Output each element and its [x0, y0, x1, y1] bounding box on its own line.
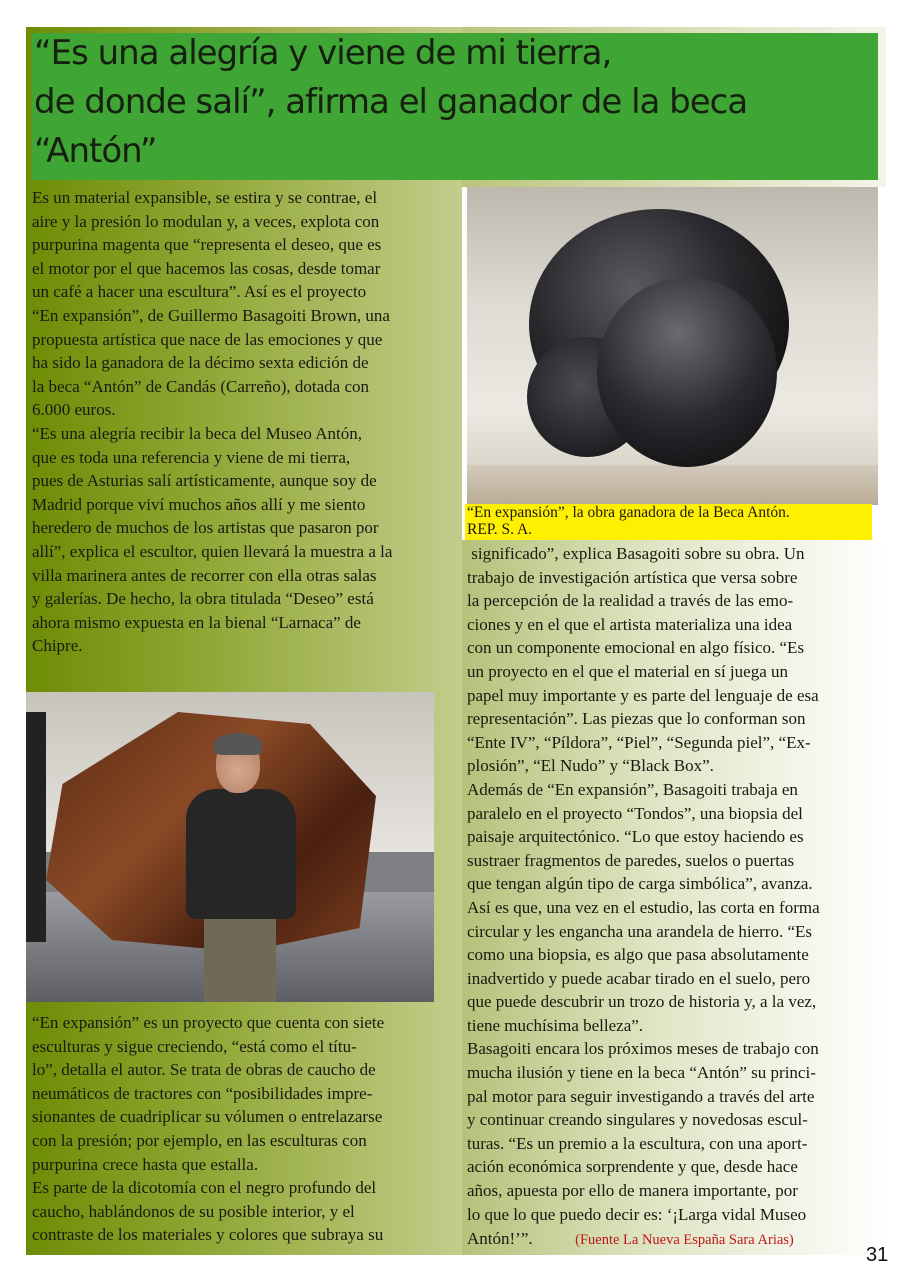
artist-figure: [186, 737, 296, 1002]
source-credit: (Fuente La Nueva España Sara Arias): [575, 1232, 794, 1248]
artist-legs: [204, 915, 276, 1002]
sculpture-photo: [467, 187, 878, 505]
artist-photo: [26, 692, 434, 1002]
sculpture-shape: [597, 277, 777, 467]
article-paragraph-intro: Es un material expansible, se estira y se contrae, el aire y la presión lo modulan y, a veces, explota con purpurina magenta que “representa el deseo, que es el motor por el que hacemos las cosas, desde tomar un café a hacer una escultura”. Así es el proyecto “En expansión”, de Guillermo Basagoiti Brown, una propuesta artística que nace de las emociones y que ha sido la ganadora de la décimo sexta edición de la beca “Antón” de Candás (Carreño), dotada con 6.000 euros. “Es una alegría recibir la beca del Museo Antón, que es toda una referencia y viene de mi tierra, pues de Asturias salí artísticamente, aunque soy de Madrid porque viví muchos años allí y me siento heredero de muchos de los artistas que pasaron por allí”, explica el escultor, quien llevará la muestra a la villa marinera antes de recorrer con ella otras salas y galerías. De hecho, la obra titulada “Deseo” está ahora mismo expuesta en la bienal “Larnaca” de Chipre.: [32, 188, 393, 656]
headline-box: [32, 33, 878, 180]
photo-caption: “En expansión”, la obra ganadora de la Beca Antón. REP. S. A.: [465, 504, 872, 540]
article-paragraph-left-bottom: “En expansión” es un proyecto que cuenta con siete esculturas y sigue creciendo, “está como el títu- lo”, detalla el autor. Se trata de obras de caucho de neumáticos de tractores con “posibilidades impre- sionantes de cuadriplicar su vólumen o entrelazarse con la presión; por ejemplo, en las esculturas con purpurina crece hasta que estalla. Es parte de la dicotomía con el negro profundo del caucho, hablándonos de su posible interior, y el contraste de los materiales y colores que subraya su: [32, 1013, 385, 1245]
photo-door: [26, 712, 46, 942]
closing-quote: Antón!’”.: [467, 1229, 533, 1248]
artist-hair: [214, 733, 262, 755]
artist-jacket: [186, 789, 296, 919]
photo-floor: [467, 465, 878, 505]
page-number: 31: [866, 1244, 889, 1266]
closing-line: [467, 1227, 857, 1253]
article-paragraph-right: significado”, explica Basagoiti sobre su obra. Un trabajo de investigación artística que versa sobre la percepción de la realidad a través de las emo- ciones y en el que el artista materializa una idea con un componente emocional en algo físico. “Es un proyecto en el que el material en sí juega un papel muy importante y es parte del lenguaje de esa representación”. Las piezas que lo conforman son “Ente IV”, “Píldora”, “Piel”, “Segunda piel”, “Ex- plosión”, “El Nudo” y “Black Box”. Además de “En expansión”, Basagoiti trabaja en paralelo en el proyecto “Tondos”, una biopsia del paisaje arquitectónico. “Lo que estoy haciendo es sustraer fragmentos de paredes, suelos o puertas que tengan algún tipo de carga simbólica”, avanza. Así es que, una vez en el estudio, las corta en forma circular y les engancha una arandela de hierro. “Es como una biopsia, es algo que pasa absolutamente inadvertido y puede acabar tirado en el suelo, pero que puede descubrir un trozo de historia y, a la vez, tiene muchísima belleza”. Basagoiti encara los próximos meses de trabajo con mucha ilusión y tiene en la beca “Antón” su princi- pal motor para seguir investigando a través del arte y continuar creando singulares y novedosas escul- turas. “Es un premio a la escultura, con una aport- ación económica sorprendente y que, desde hace años, apuesta por ello de manera importante, por lo que lo que puedo decir es: ‘¡Larga vidal Museo: [467, 544, 820, 1224]
headline: “Es una alegría y viene de mi tierra, de donde salí”, afirma el ganador de la beca “Antón”: [34, 33, 748, 171]
